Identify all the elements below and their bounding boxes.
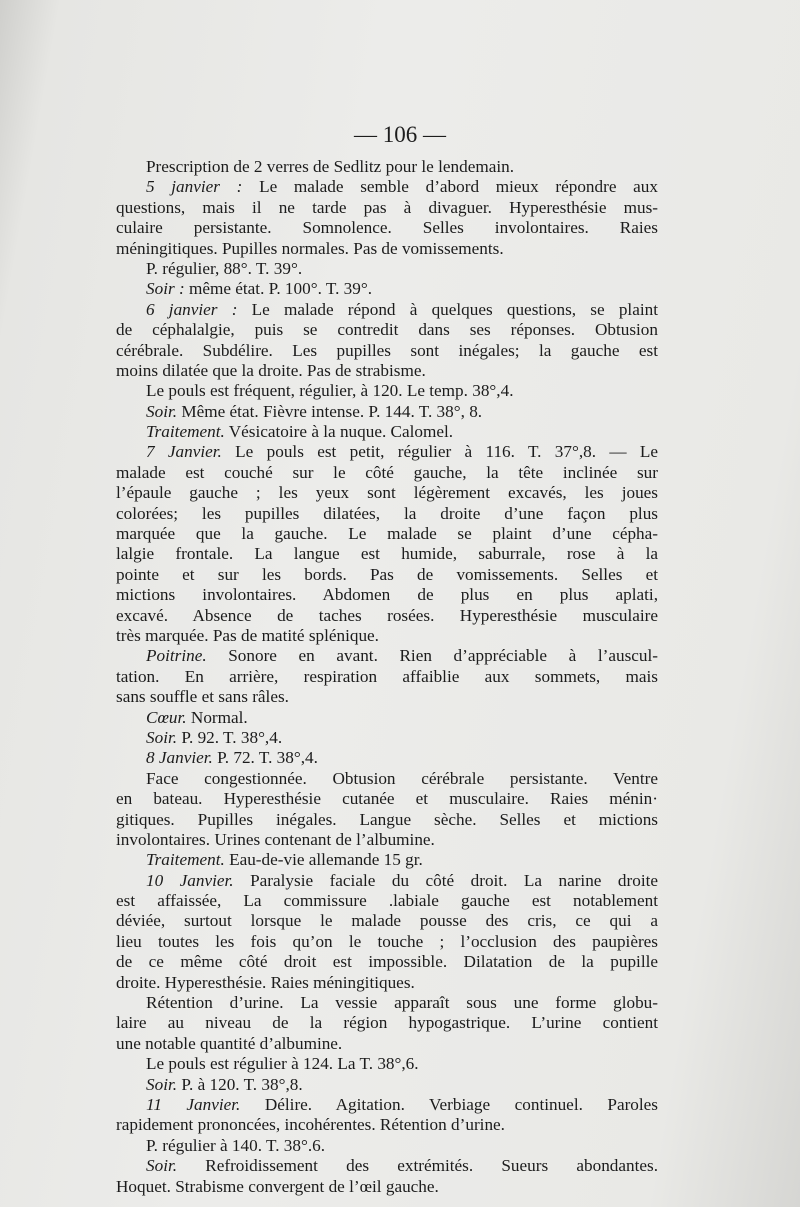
text-line [116, 218, 658, 238]
text-line [116, 1156, 658, 1176]
line-text: déviée, surtout lorsque le malade pousse des cris, ce qui a [116, 911, 658, 931]
text-line [116, 850, 658, 870]
text-line [116, 402, 658, 422]
text-line [116, 341, 658, 361]
text-line [116, 463, 658, 483]
line-text: Le malade semble d’abord mieux répondre aux [242, 177, 658, 197]
line-text: involontaires. Urines contenant de l’albumine. [116, 829, 435, 849]
text-line [116, 606, 658, 626]
line-text: malade est couché sur le côté gauche, la tête inclinée sur [116, 462, 658, 482]
line-text: méningitiques. Pupilles normales. Pas de vomissements. [116, 238, 504, 258]
line-text: P. 92. T. 38°,4. [177, 727, 283, 747]
italic-lead: Soir. [146, 1156, 178, 1176]
line-text: Refroidissement des extrémités. Sueurs abondantes. [177, 1156, 658, 1176]
text-line [116, 1013, 658, 1033]
text-line [116, 320, 658, 340]
italic-lead: Traitement. [146, 422, 225, 442]
text-line [116, 830, 658, 850]
line-text: Même état. Fièvre intense. P. 144. T. 38°, 8. [177, 401, 483, 421]
line-text: culaire persistante. Somnolence. Selles involontaires. Raies [116, 218, 658, 238]
text-line [116, 198, 658, 218]
text-line [116, 1034, 658, 1054]
text-line [116, 259, 658, 279]
line-text: Face congestionnée. Obtusion cérébrale persistante. Ventre [146, 768, 658, 788]
text-line [116, 810, 658, 830]
line-text: Eau-de-vie allemande 15 gr. [224, 850, 423, 870]
italic-lead: Poitrine. [146, 646, 207, 666]
text-line [116, 973, 658, 993]
text-line [116, 422, 658, 442]
body-text [116, 157, 658, 1197]
line-text: sans souffle et sans râles. [116, 687, 289, 707]
line-text: P. régulier à 140. T. 38°.6. [146, 1135, 326, 1155]
line-text: Sonore en avant. Rien d’appréciable à l’auscul- [206, 646, 658, 666]
line-text: P. à 120. T. 38°,8. [177, 1074, 303, 1094]
line-text: colorées; les pupilles dilatées, la droite d’une façon plus [116, 503, 658, 523]
italic-lead: Traitement. [146, 850, 225, 870]
italic-lead: 10 Janvier. [146, 870, 234, 890]
text-line [116, 279, 658, 299]
line-text: même état. P. 100°. T. 39°. [184, 279, 373, 299]
text-line [116, 769, 658, 789]
line-text: Délire. Agitation. Verbiage continuel. Paroles [240, 1094, 658, 1114]
line-text: une notable quantité d’albumine. [116, 1033, 343, 1053]
text-line [116, 1075, 658, 1095]
text-line [116, 1115, 658, 1135]
italic-lead: Cœur. [146, 707, 187, 727]
text-line [116, 952, 658, 972]
line-text: rapidement prononcées, incohérentes. Rétention d’urine. [116, 1115, 505, 1135]
line-text: l’épaule gauche ; les yeux sont légèrement excavés, les joues [116, 483, 658, 503]
line-text: lieu toutes les fois qu’on le touche ; l’occlusion des paupières [116, 931, 658, 951]
text-line [116, 626, 658, 646]
line-text: très marquée. Pas de matité splénique. [116, 625, 379, 645]
text-line [116, 1095, 658, 1115]
line-text: Le malade répond à quelques questions, se plaint [237, 299, 658, 319]
line-text: est affaissée, La commissure .labiale gauche est notablement [116, 891, 658, 911]
text-line [116, 177, 658, 197]
text-line [116, 239, 658, 259]
line-text: Le pouls est petit, régulier à 116. T. 37°,8. — Le [221, 442, 659, 462]
line-text: laire au niveau de la région hypogastrique. L’urine contient [116, 1013, 658, 1033]
italic-lead: 8 Janvier. [146, 748, 213, 768]
text-line [116, 1054, 658, 1074]
text-line [116, 728, 658, 748]
text-line [116, 789, 658, 809]
line-text: Le pouls est fréquent, régulier, à 120. Le temp. 38°,4. [146, 381, 514, 401]
text-line [116, 1136, 658, 1156]
text-line [116, 748, 658, 768]
line-text: de céphalalgie, puis se contredit dans ses réponses. Obtusion [116, 320, 658, 340]
page-number: — 106 — [354, 122, 446, 147]
text-line [116, 565, 658, 585]
italic-lead: Soir. [146, 1074, 178, 1094]
text-line [116, 157, 658, 177]
line-text: Normal. [186, 707, 248, 727]
italic-lead: Soir. [146, 401, 178, 421]
text-line [116, 442, 658, 462]
italic-lead: Soir. [146, 727, 178, 747]
text-line [116, 646, 658, 666]
text-line [116, 381, 658, 401]
line-text: cérébrale. Subdélire. Les pupilles sont inégales; la gauche est [116, 340, 658, 360]
italic-lead: 6 janvier : [146, 299, 238, 319]
text-line [116, 932, 658, 952]
text-line [116, 483, 658, 503]
text-line [116, 891, 658, 911]
text-line [116, 1177, 658, 1197]
line-text: Paralysie faciale du côté droit. La narine droite [233, 870, 658, 890]
line-text: gitiques. Pupilles inégales. Langue sèche. Selles et mictions [116, 809, 658, 829]
text-line [116, 993, 658, 1013]
line-text: P. 72. T. 38°,4. [212, 748, 318, 768]
line-text: mictions involontaires. Abdomen de plus en plus aplati, [116, 585, 658, 605]
italic-lead: Soir : [146, 279, 185, 299]
italic-lead: 7 Janvier. [146, 442, 222, 462]
line-text: Prescription de 2 verres de Sedlitz pour le lendemain. [146, 157, 514, 176]
text-line [116, 361, 658, 381]
italic-lead: 5 janvier : [146, 177, 243, 197]
line-text: Rétention d’urine. La vessie apparaît sous une forme globu- [146, 993, 658, 1013]
line-text: Vésicatoire à la nuque. Calomel. [224, 422, 454, 442]
line-text: questions, mais il ne tarde pas à divaguer. Hyperesthésie mus- [116, 197, 658, 217]
text-line [116, 585, 658, 605]
text-line [116, 544, 658, 564]
line-text: droite. Hyperesthésie. Raies méningitiques. [116, 972, 415, 992]
line-text: de ce même côté droit est impossible. Dilatation de la pupille [116, 952, 658, 972]
text-line [116, 524, 658, 544]
text-line [116, 708, 658, 728]
text-line [116, 871, 658, 891]
line-text: lalgie frontale. La langue est humide, saburrale, rose à la [116, 544, 658, 564]
text-line [116, 911, 658, 931]
line-text: pointe et sur les bords. Pas de vomissements. Selles et [116, 564, 658, 584]
line-text: marquée que la gauche. Le malade se plaint d’une cépha- [116, 524, 658, 544]
text-line [116, 667, 658, 687]
italic-lead: 11 Janvier. [146, 1094, 241, 1114]
line-text: excavé. Absence de taches rosées. Hyperesthésie musculaire [116, 605, 658, 625]
line-text: en bateau. Hyperesthésie cutanée et musculaire. Raies ménin· [116, 789, 658, 809]
line-text: Hoquet. Strabisme convergent de l’œil gauche. [116, 1176, 439, 1196]
line-text: moins dilatée que la droite. Pas de strabisme. [116, 360, 426, 380]
line-text: P. régulier, 88°. T. 39°. [146, 258, 303, 278]
text-line [116, 687, 658, 707]
line-text: Le pouls est régulier à 124. La T. 38°,6. [146, 1054, 419, 1074]
text-line [116, 504, 658, 524]
line-text: tation. En arrière, respiration affaiblie aux sommets, mais [116, 666, 658, 686]
text-line [116, 300, 658, 320]
